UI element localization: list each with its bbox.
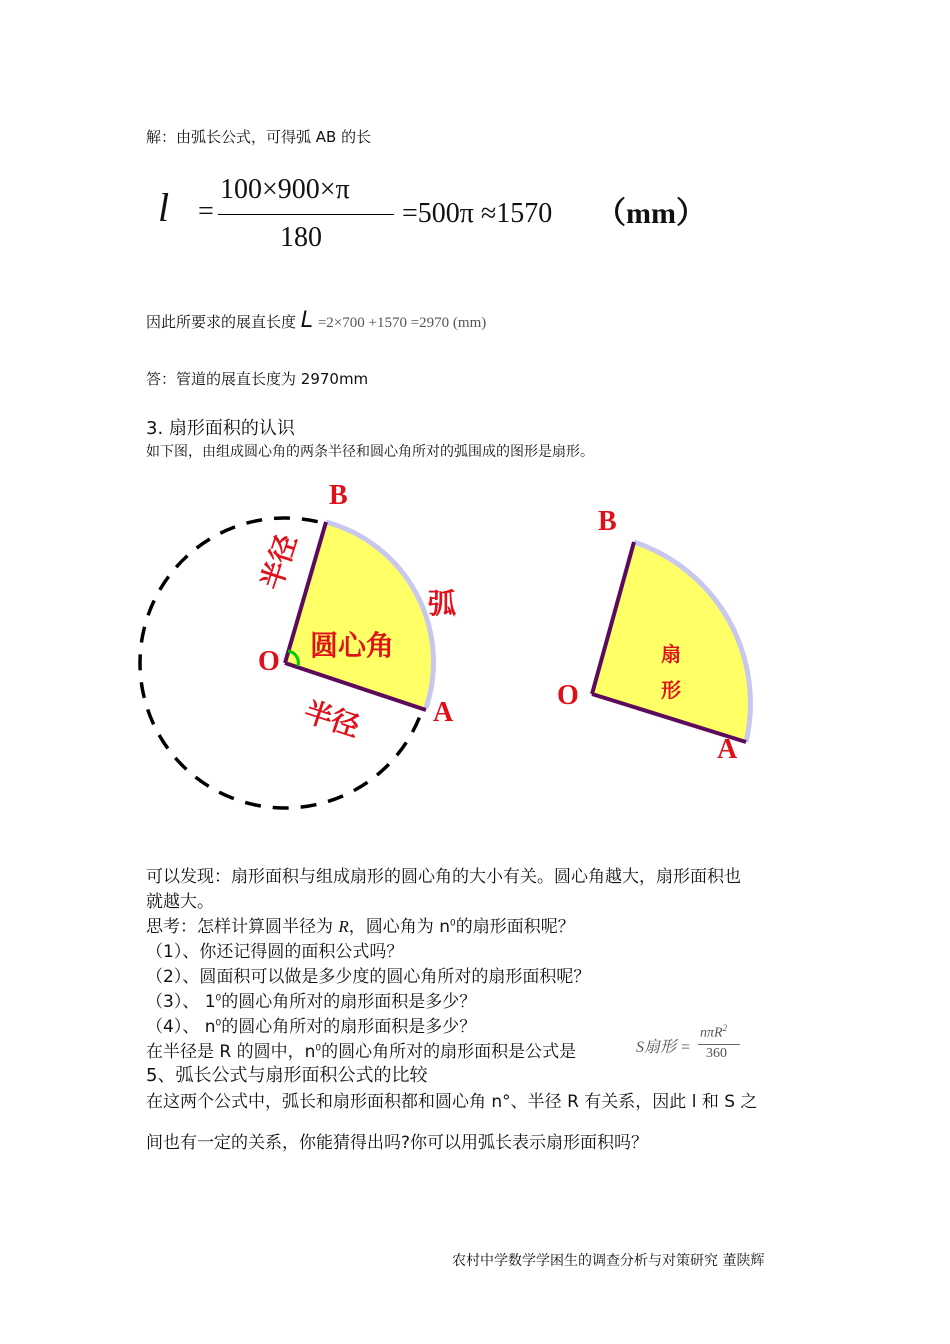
formula-line-b: 的圆心角所对的扇形面积是公式是 (321, 1042, 577, 1062)
section3-title: 3. 扇形面积的认识 (146, 418, 295, 439)
sector-fill (285, 522, 433, 708)
think-a: 思考：怎样计算圆半径为 (146, 917, 339, 937)
sector-fraction-bar (698, 1044, 740, 1045)
left-label-a: A (433, 697, 454, 728)
radius-label-bottom: 半径 (300, 694, 364, 744)
think-c: 的扇形面积呢？ (455, 917, 575, 937)
q4-sup: 0 (215, 1018, 222, 1029)
compare-line-2: 间也有一定的关系，你能猜得出吗?你可以用弧长表示扇形面积吗？ (146, 1133, 649, 1153)
question-1: （1）、你还记得圆的面积公式吗？ (146, 942, 404, 962)
sector-label-char1: 扇 (661, 642, 681, 666)
formula-lhs-l: l (158, 185, 170, 230)
formula-line-a: 在半径是 R 的圆中，n (146, 1042, 316, 1062)
formula-line (146, 1037, 576, 1062)
question-4 (146, 1012, 476, 1037)
think-b: ，圆心角为 n (348, 917, 450, 937)
solution-intro: 解：由弧长公式，可得弧 AB 的长 (146, 128, 372, 146)
central-angle-label: 圆心角 (310, 629, 395, 662)
think-sup: 0 (449, 918, 456, 929)
arc-label: 弧 (428, 587, 457, 620)
fraction-bar (218, 214, 394, 215)
left-label-o: O (258, 646, 280, 677)
section3-intro: 如下图，由组成圆心角的两条半径和圆心角所对的弧围成的图形是扇形。 (146, 444, 594, 460)
therefore-line (146, 308, 487, 333)
think-line (146, 912, 575, 937)
left-label-b: B (329, 480, 348, 511)
q3-a: （3）、 1 (146, 992, 216, 1012)
q4-a: （4）、 n (146, 1017, 216, 1037)
q4-b: 的圆心角所对的扇形面积是多少？ (221, 1017, 477, 1037)
question-3 (146, 987, 476, 1012)
formula-numerator: 100×900×π (220, 174, 350, 205)
formula-line-sup: 0 (315, 1043, 322, 1054)
discover-line-1: 可以发现：扇形面积与组成扇形的圆心角的大小有关。圆心角越大，扇形面积也 (146, 867, 741, 887)
sector-formula-lhs: S扇形 = (636, 1039, 691, 1056)
sector-formula-denominator: 360 (706, 1046, 727, 1061)
right-label-a: A (717, 734, 738, 765)
therefore-prefix: 因此所要求的展直长度 (146, 313, 297, 331)
sector-formula-numerator: nπR$^2$ (700, 1023, 728, 1041)
radius-label-top: 半径 (254, 530, 304, 594)
think-r: R (338, 917, 349, 936)
formula2-expr: =2×700 +1570 =2970 (mm) (317, 315, 487, 331)
circle-sector-figure (130, 478, 470, 818)
formula-result: =500π ≈1570 (402, 198, 553, 229)
sector-label-char2: 形 (661, 678, 681, 702)
formula-eq: = (198, 196, 214, 227)
question-2: （2）、圆面积可以做是多少度的圆心角所对的扇形面积呢？ (146, 967, 591, 987)
right-label-o: O (557, 680, 579, 711)
discover-line-2: 就越大。 (146, 892, 214, 912)
formula-unit: （mm） (596, 197, 706, 230)
q3-b: 的圆心角所对的扇形面积是多少？ (221, 992, 477, 1012)
compare-line-1: 在这两个公式中，弧长和扇形面积都和圆心角 n°、半径 R 有关系，因此 l 和 S 之 (146, 1092, 758, 1112)
formula2-L: L (300, 308, 314, 333)
page-footer: 农村中学数学学困生的调查分析与对策研究 董陕辉 (452, 1253, 765, 1269)
answer-line: 答：管道的展直长度为 2970mm (146, 370, 369, 388)
formula-denominator: 180 (280, 222, 322, 253)
q3-sup: 0 (215, 993, 222, 1004)
right-label-b: B (598, 506, 617, 537)
section5-title: 5、弧长公式与扇形面积公式的比较 (146, 1065, 428, 1086)
